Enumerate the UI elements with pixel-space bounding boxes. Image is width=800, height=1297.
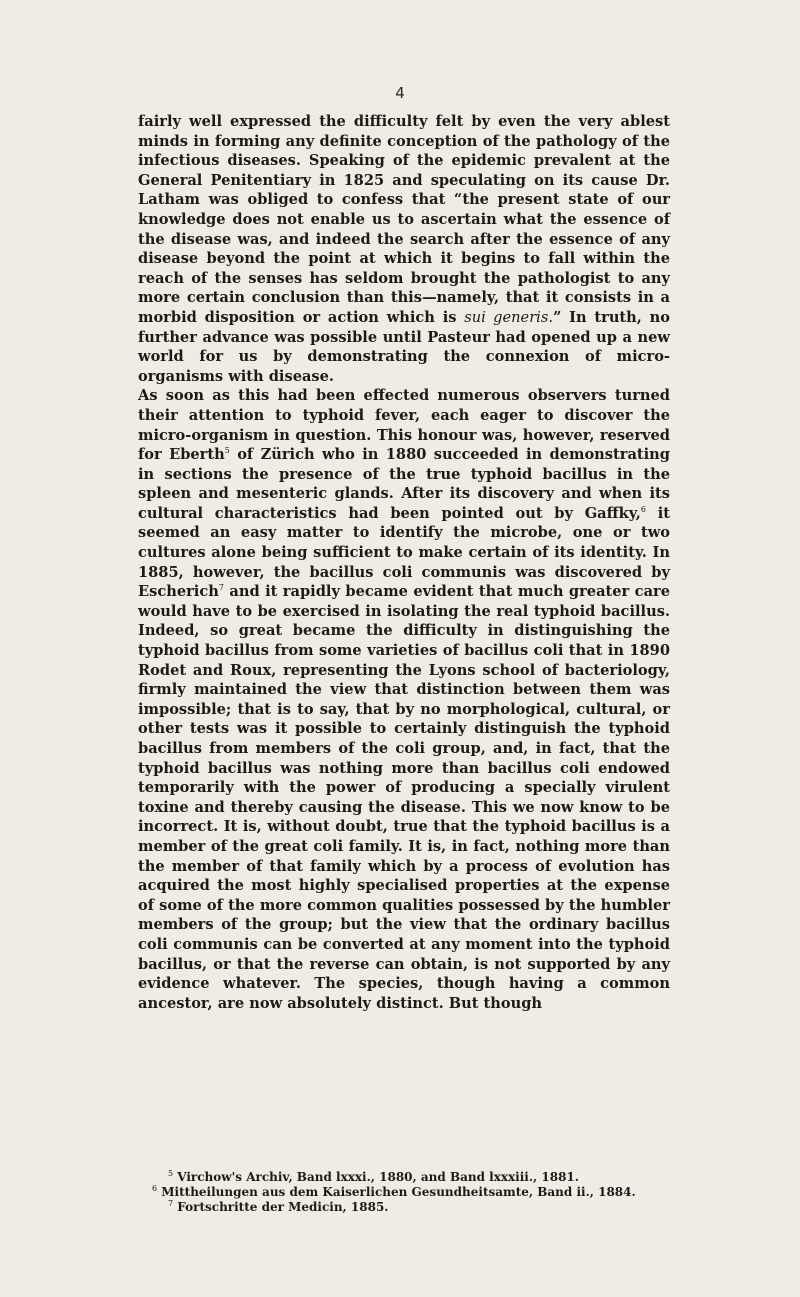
footnote-7-mark: 7 [168,1199,174,1208]
paragraph-1-text-a: fairly well expressed the difficulty felt by even the very ablest minds in forming any definite conception of the pathology of the infectious diseases. Speaking of the epidemic prevalent at the General Penitentiary in 1825 and speculating on its cause Dr. Latham was obliged to confess that “the present state of our knowledge does not enable us to ascertain what the essence of the disease was, and indeed the search after the essence of any disease beyond the point at which it begins to fall within the reach of the senses has seldom brought the pathologist to any more certain conclusion than this—namely, that it consists in a morbid disposition or action which is [138,113,670,326]
body-text [138,112,670,1013]
footnote-5-mark: 5 [168,1169,174,1178]
footnote-6 [138,1185,678,1200]
footnote-7 [138,1200,678,1215]
footnote-6-text: Mittheilungen aus dem Kaiserlichen Gesundheitsamte, Band ii., 1884. [157,1185,636,1199]
page-number: 4 [395,84,405,102]
paragraph-2-text-c: it seemed an easy matter to identify the microbe, one or two cultures alone being sufficient to make certain of its identity. In 1885, however, the bacillus coli communis was discovered by Escherich [138,504,670,601]
paragraph-1-text-b: ” In truth, no further advance was possible until Pasteur had opened up a new world for us by demonstrating the connexion of micro-organisms with disease. [138,308,671,385]
paragraph-2-text-b: of Zürich who in 1880 succeeded in demonstrating in sections the presence of the true typhoid bacillus in the spleen and mesenteric glands. After its discovery and when its cultural characteristics had been pointed out by Gaffky, [138,446,670,522]
footnote-7-text: Fortschritte der Medicin, 1885. [173,1200,389,1214]
footnotes [138,1170,678,1215]
paragraph-2 [138,386,670,1013]
footnote-5-text: Virchow's Archiv, Band lxxxi., 1880, and Band lxxxiii., 1881. [173,1170,579,1184]
paragraph-2-text-d: and it rapidly became evident that much greater care would have to be exercised in isolating the real typhoid bacillus. Indeed, so great became the difficulty in distinguishing the typhoid bacillus from some varieties of bacillus coli that in 1890 Rodet and Roux, representing the Lyons school of bacteriology, firmly maintained the view that distinction between them was impossible; that is to say, that by no morphological, cultural, or other tests was it possible to certainly distinguish the typhoid bacillus from members of the coli group, and, in fact, that the typhoid bacillus was nothing more than bacillus coli endowed temporarily with the power of producing a specially virulent toxine and thereby causing the disease. This we now know to be incorrect. It is, without doubt, true that the typhoid bacillus is a member of the great coli family. It is, in fact, nothing more than the member of that family which by a process of evolution has acquired the most highly specialised properties at the expense of some of the more common qualities possessed by the humbler members of the group; but the view that the ordinary bacillus coli communis can be converted at any moment into the typhoid bacillus, or that the reverse can obtain, is not supported by any evidence whatever. The species, though having a common ancestor, are now absolutely distinct. But though [138,583,670,1012]
paragraph-2-text-a: As soon as this had been effected numerous observers turned their attention to typhoid fever, each eager to discover the micro-organism in question. This honour was, however, reserved for Eberth [138,387,670,464]
footnote-ref-5: 5 [224,446,230,456]
footnote-ref-7: 7 [218,583,224,593]
footnote-ref-6: 6 [640,505,646,515]
footnote-6-mark: 6 [152,1184,158,1193]
footnote-5 [138,1170,678,1185]
paragraph-1-italic: sui generis. [464,308,553,326]
paragraph-1 [138,112,670,386]
